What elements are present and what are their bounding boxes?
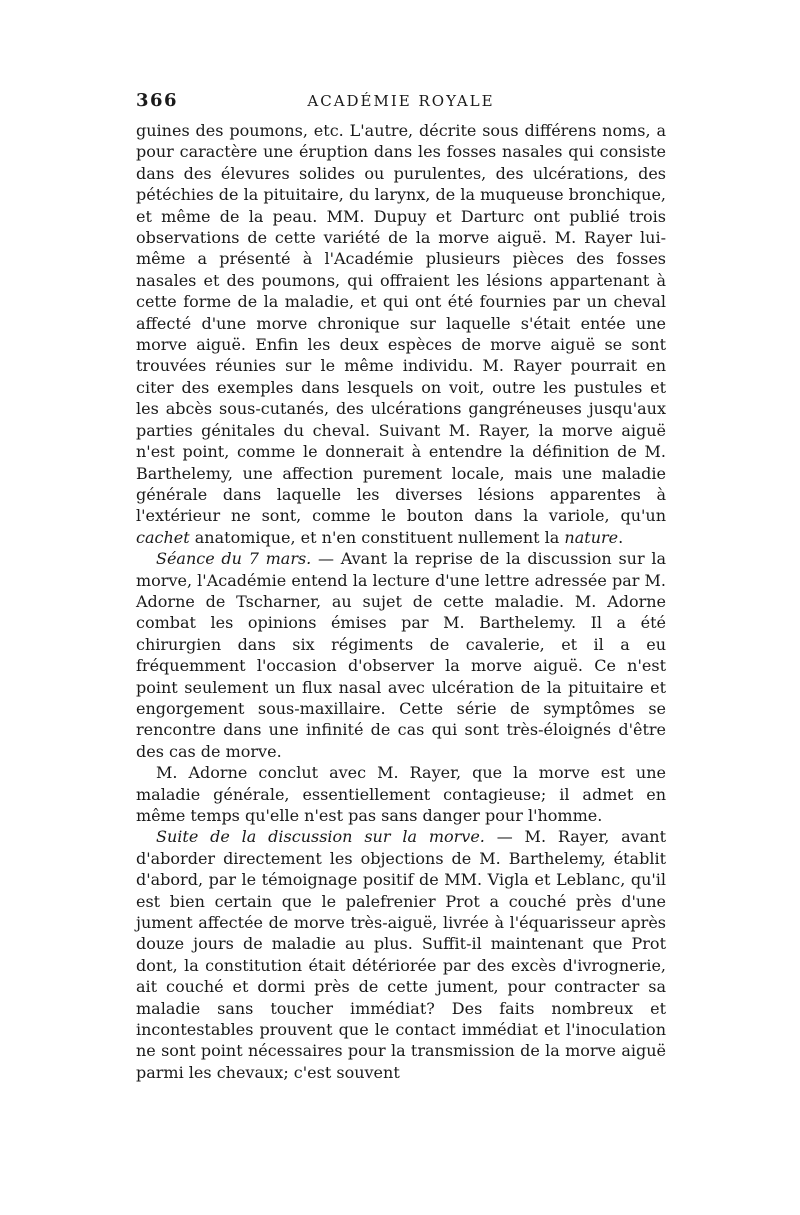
page-header [136,90,666,120]
paragraph-text: — Avant la reprise de la discussion sur la morve, l'Académie entend la lecture d'une lettre adressée par M. Adorne de Tscharner, au sujet de cette maladie. M. Adorne combat les opinions émises par M. Barthelemy. Il a été chirurgien dans six régiments de cavalerie, et il a eu fréquemment l'occasion d'observer la morve aiguë. Ce n'est point seulement un flux nasal avec ulcération de la pituitaire et engorgement sous-maxillaire. Cette série de symptômes se rencontre dans une infinité de cas qui sont très-éloignés d'être des cas de morve. [136,549,667,761]
paragraph-3 [136,762,666,826]
paragraph-text: anatomique, et n'en constituent nullement la [189,527,565,547]
italic-word: nature [564,527,619,547]
session-heading: Séance du 7 mars. [156,549,312,569]
paragraph-text: — M. Rayer, avant d'aborder directement les objections de M. Barthelemy, établit d'abord, par le témoignage positif de MM. Vigla et Leblanc, qu'il est bien certain que le palefrenier Prot a couché près d'une jument affectée de morve très-aiguë, livrée à l'équarisseur après douze jours de maladie au plus. Suffit-il maintenant que Prot dont, la constitution était détériorée par des excès d'ivrognerie, ait couché et dormi près de cette jument, pour contracter sa maladie sans toucher immédiat? Des faits nombreux et incontestables prouvent que le contact immédiat et l'inoculation ne sont point nécessaires pour la transmission de la morve aiguë parmi les chevaux; c'est souvent [136,827,666,1082]
paragraph-1 [136,120,666,548]
paragraph-text: guines des poumons, etc. L'autre, décrite sous différens noms, a pour caractère une éruption dans les fosses nasales qui consiste dans des élevures solides ou purulentes, des ulcérations, des pétéchies de la pituitaire, du larynx, de la muqueuse bronchique, et même de la peau. MM. Dupuy et Darturc ont publié trois observations de cette variété de la morve aiguë. M. Rayer lui-même a présenté à l'Académie plusieurs pièces des fosses nasales et des poumons, qui offraient les lésions appartenant à cette forme de la maladie, et qui ont été fournies par un cheval affecté d'une morve chronique sur laquelle s'était entée une morve aiguë. Enfin les deux espèces de morve aiguë se sont trouvées réunies sur le même individu. M. Rayer pourrait en citer des exemples dans lesquels on voit, outre les pustules et les abcès sous-cutanés, des ulcérations gangréneuses jusqu'aux parties génitales du cheval. Suivant M. Rayer, la morve aiguë n'est point, comme le donnerait à entendre la définition de M. Barthelemy, une affection purement locale, mais une maladie générale dans laquelle les diverses lésions apparentes à l'extérieur ne sont, comme le bouton dans la variole, qu'un [136,121,666,526]
paragraph-text: M. Adorne conclut avec M. Rayer, que la morve est une maladie générale, essentiellement contagieuse; il admet en même temps qu'elle n'est pas sans danger pour l'homme. [136,763,666,825]
page-number: 366 [136,90,179,111]
running-head: ACADÉMIE ROYALE [307,92,495,110]
italic-word: cachet [136,527,190,547]
body-text [136,120,666,1083]
paragraph-text: . [618,527,624,547]
section-heading: Suite de la discussion sur la morve. [156,827,485,847]
paragraph-2 [136,548,666,762]
book-page [136,90,666,1083]
paragraph-4 [136,826,666,1083]
